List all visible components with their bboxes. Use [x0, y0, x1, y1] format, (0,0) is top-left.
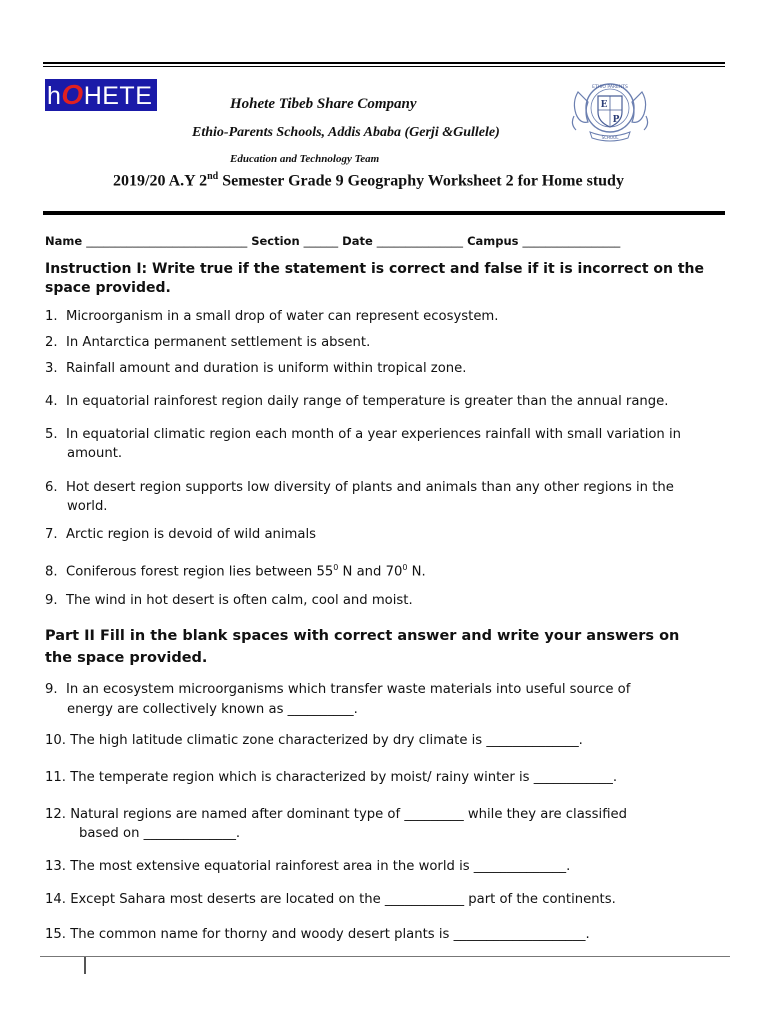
item-number: 8. — [45, 564, 58, 580]
list-item — [45, 307, 725, 326]
date-blank[interactable]: _______________ — [376, 234, 464, 248]
list-item — [45, 768, 725, 787]
item-text: Microorganism in a small drop of water can represent ecosystem. — [65, 309, 499, 324]
list-item — [45, 890, 725, 909]
item-text-cont: world. — [67, 499, 108, 514]
item-text: In Antarctica permanent settlement is absent. — [65, 335, 371, 350]
title-divider — [43, 211, 725, 215]
item-text: Coniferous forest region lies between 55 — [65, 564, 334, 580]
list-item — [45, 591, 725, 610]
logo-suffix: HETE — [83, 82, 153, 110]
company-name: Hohete Tibeb Share Company — [230, 96, 417, 112]
item-text: Hot desert region supports low diversity of plants and animals than any other regions in the — [65, 480, 674, 495]
title-sup: nd — [207, 171, 219, 182]
campus-blank[interactable]: _________________ — [522, 234, 621, 248]
item-number: 5. — [45, 427, 58, 442]
date-label: Date — [342, 234, 373, 248]
item-text: The temperate region which is characterized by moist/ rainy winter is ____________. — [70, 770, 618, 785]
item-number: 9. — [45, 593, 58, 608]
item-text: Arctic region is devoid of wild animals — [65, 527, 317, 542]
item-text: Natural regions are named after dominant type of _________ while they are classified — [70, 807, 627, 822]
item-text: In equatorial rainforest region daily range of temperature is greater than the annual range. — [65, 394, 669, 409]
campus-label: Campus — [467, 234, 519, 248]
item-text-cont: based on ______________. — [79, 826, 241, 841]
part1-heading-line2: space provided. — [45, 280, 171, 296]
item-number: 15. — [45, 927, 66, 942]
list-item — [45, 525, 725, 544]
item-number: 4. — [45, 394, 58, 409]
item-text: The high latitude climatic zone characterized by dry climate is ______________. — [70, 733, 583, 748]
item-text: N and 70 — [338, 564, 403, 580]
title-pre: 2019/20 A.Y 2 — [113, 172, 208, 190]
item-text: The wind in hot desert is often calm, cool and moist. — [65, 593, 413, 608]
school-name: Ethio-Parents Schools, Addis Ababa (Gerji &Gullele) — [192, 125, 500, 140]
list-item — [45, 805, 725, 843]
school-seal-emblem — [570, 72, 650, 144]
footer-tick — [84, 957, 86, 974]
title-post: Semester Grade 9 Geography Worksheet 2 for Home study — [218, 172, 624, 190]
item-number: 6. — [45, 480, 58, 495]
item-number: 9. — [45, 682, 58, 697]
part2-heading — [45, 625, 725, 669]
logo-o: O — [61, 79, 84, 110]
seal-bottom-text: SCHOOL — [601, 135, 619, 140]
list-item — [45, 478, 725, 516]
part1-heading-line1: Instruction I: Write true if the statement is correct and false if it is incorrect on the — [45, 261, 705, 277]
item-text: Rainfall amount and duration is uniform within tropical zone. — [65, 361, 467, 376]
item-text-cont: energy are collectively known as __________. — [67, 702, 358, 717]
part1-heading — [45, 260, 725, 298]
part2-heading-line2: the space provided. — [45, 650, 208, 666]
item-number: 7. — [45, 527, 58, 542]
list-item — [45, 925, 725, 944]
item-text-cont: amount. — [67, 446, 123, 461]
degree-sup: 0 — [402, 563, 408, 572]
section-label: Section — [251, 234, 300, 248]
seal-letter-e: E — [600, 100, 608, 110]
item-number: 12. — [45, 807, 66, 822]
header-rule-thick — [43, 62, 725, 64]
list-item — [45, 425, 725, 463]
seal-top-text: ETHIO PARENTS — [592, 85, 628, 90]
item-number: 11. — [45, 770, 66, 785]
item-text: In equatorial climatic region each month of a year experiences rainfall with small variation in — [65, 427, 682, 442]
list-item — [45, 731, 725, 750]
student-info-line — [45, 234, 620, 248]
item-text: The most extensive equatorial rainforest area in the world is ______________. — [70, 859, 571, 874]
list-item — [45, 857, 725, 876]
logo-prefix: h — [47, 82, 62, 110]
item-text: N. — [407, 564, 426, 580]
item-text: The common name for thorny and woody desert plants is ____________________. — [70, 927, 590, 942]
list-item — [45, 359, 725, 378]
name-blank[interactable]: ____________________________ — [86, 234, 248, 248]
item-number: 14. — [45, 892, 66, 907]
item-number: 2. — [45, 335, 58, 350]
name-label: Name — [45, 234, 83, 248]
list-item — [45, 680, 725, 719]
item-text: Except Sahara most deserts are located on the ____________ part of the continents. — [70, 892, 616, 907]
part2-heading-line1: Part II Fill in the blank spaces with correct answer and write your answers on — [45, 628, 680, 644]
footer-rule — [40, 956, 730, 957]
team-name: Education and Technology Team — [230, 153, 380, 165]
list-item — [45, 558, 725, 581]
item-text: In an ecosystem microorganisms which transfer waste materials into useful source of — [65, 682, 631, 697]
item-number: 3. — [45, 361, 58, 376]
section-blank[interactable]: ______ — [303, 234, 339, 248]
item-number: 1. — [45, 309, 58, 324]
item-number: 10. — [45, 733, 66, 748]
hohete-logo — [45, 79, 157, 111]
header-rule-thin — [43, 66, 725, 67]
list-item — [45, 392, 725, 411]
item-number: 13. — [45, 859, 66, 874]
worksheet-title — [113, 171, 624, 190]
list-item — [45, 333, 725, 352]
seal-letter-p: P — [612, 115, 620, 125]
degree-sup: 0 — [333, 563, 339, 572]
